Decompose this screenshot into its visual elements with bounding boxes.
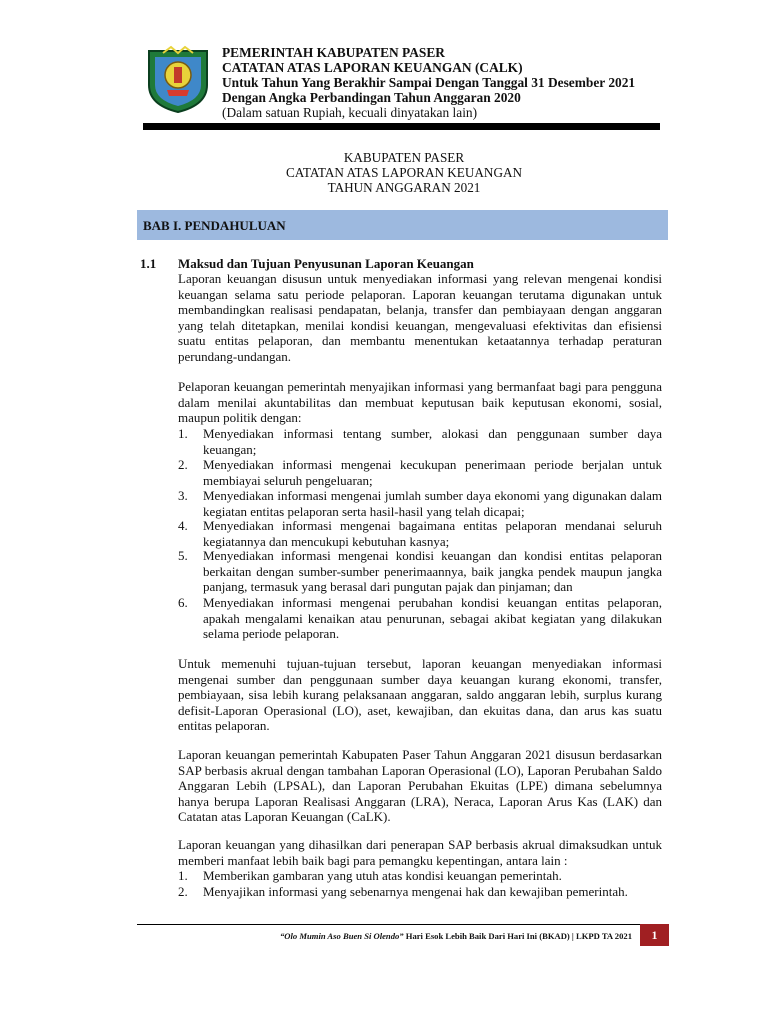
list-item-number: 5.	[178, 548, 188, 563]
header-currency-note: (Dalam satuan Rupiah, kecuali dinyatakan lain)	[222, 105, 478, 120]
title-line-1: KABUPATEN PASER	[343, 150, 465, 165]
footer-caption: Hari Esok Lebih Baik Dari Hari Ini (BKAD) | LKPD TA 2021	[403, 931, 632, 941]
footer-divider	[137, 924, 646, 925]
paragraph-3: Untuk memenuhi tujuan-tujuan tersebut, laporan keuangan menyediakan informasi mengenai sumber dan penggunaan sumber daya keuangan kurang ekonomi, transfer, pembiayaan, sisa lebih kurang pelaksanaan anggaran, saldo anggaran lebih, surplus kurang defisit-Laporan Operasional (LO), aset, kewajiban, dan ekuitas dana, dan arus kas suatu entitas pelaporan.	[178, 656, 662, 733]
list-item: Menyediakan informasi mengenai perubahan kondisi keuangan entitas pelaporan, apakah mengalami kenaikan atau penurunan, sebagai akibat kegiatan yang dilakukan selama periode pelaporan.	[203, 595, 662, 641]
list-item: Menyediakan informasi mengenai kondisi keuangan dan kondisi entitas pelaporan berkaitan dengan sumber-sumber penerimaannya, baik jangka pendek maupun jangka panjang, termasuk yang berasal dari pungutan pajak dan pinjaman; dan	[203, 548, 662, 594]
chapter-heading: BAB I. PENDAHULUAN	[143, 218, 286, 233]
page-number: 1	[640, 924, 669, 946]
title-line-3: TAHUN ANGGARAN 2021	[327, 180, 481, 195]
paragraph-5: Laporan keuangan yang dihasilkan dari penerapan SAP berbasis akrual dimaksudkan untuk memberi manfaat lebih baik bagi para pemangku kepentingan, antara lain :	[178, 837, 662, 868]
list-item-number: 6.	[178, 595, 188, 610]
list-item-number: 2.	[178, 884, 188, 899]
list-item: Menyediakan informasi mengenai bagaimana entitas pelaporan mendanai seluruh kegiatannya dan mencukupi kebutuhan kasnya;	[203, 518, 662, 549]
header-document-name: CATATAN ATAS LAPORAN KEUANGAN (CALK)	[222, 60, 523, 75]
chapter-heading-bar	[137, 210, 668, 240]
section-title: Maksud dan Tujuan Penyusunan Laporan Keuangan	[178, 256, 474, 271]
header-period: Untuk Tahun Yang Berakhir Sampai Dengan Tanggal 31 Desember 2021	[222, 75, 636, 90]
list-item: Menyajikan informasi yang sebenarnya mengenai hak dan kewajiban pemerintah.	[203, 884, 628, 899]
list-item: Menyediakan informasi mengenai jumlah sumber daya ekonomi yang digunakan dalam kegiatan entitas pelaporan serta hasil-hasil yang telah dicapai;	[203, 488, 662, 519]
paragraph-2: Pelaporan keuangan pemerintah menyajikan informasi yang bermanfaat bagi para pengguna dalam menilai akuntabilitas dan membuat keputusan baik keputusan ekonomi, sosial, maupun politik dengan:	[178, 379, 662, 425]
paragraph-4: Laporan keuangan pemerintah Kabupaten Paser Tahun Anggaran 2021 disusun berdasarkan SAP berbasis akrual dengan tambahan Laporan Operasional (LO), Laporan Perubahan Saldo Anggaran Lebih (LPSAL), dan Laporan Perubahan Ekuitas (LPE) dimana sebelumnya hanya berupa Laporan Realisasi Anggaran (LRA), Neraca, Laporan Arus Kas (LAK) dan Catatan atas Laporan Keuangan (CaLK).	[178, 747, 662, 824]
footer-text	[200, 931, 632, 941]
list-item-number: 1.	[178, 868, 188, 883]
paragraph-1: Laporan keuangan disusun untuk menyediakan informasi yang relevan mengenai kondisi keuangan selama satu periode pelaporan. Laporan keuangan terutama digunakan untuk membandingkan realisasi pendapatan, belanja, transfer dan pembiayaan dengan anggaran yang telah ditetapkan, menilai kondisi keuangan, mengevaluasi efektivitas dan efisiensi suatu entitas pelaporan, dan membantu menentukan ketaatannya terhadap peraturan perundang-undangan.	[178, 271, 662, 364]
title-line-2: CATATAN ATAS LAPORAN KEUANGAN	[285, 165, 523, 180]
list-item: Menyediakan informasi mengenai kecukupan penerimaan periode berjalan untuk membiayai seluruh pengeluaran;	[203, 457, 662, 488]
list-item: Menyediakan informasi tentang sumber, alokasi dan penggunaan sumber daya keuangan;	[203, 426, 662, 457]
footer-motto: “Olo Mumin Aso Buen Si Olendo”	[280, 931, 404, 941]
header-comparison: Dengan Angka Perbandingan Tahun Anggaran 2020	[222, 90, 521, 105]
header-government-name: PEMERINTAH KABUPATEN PASER	[222, 45, 445, 60]
list-item-number: 2.	[178, 457, 188, 472]
section-number: 1.1	[140, 256, 157, 271]
list-item-number: 3.	[178, 488, 188, 503]
list-item-number: 1.	[178, 426, 188, 441]
header-divider	[143, 123, 660, 130]
kabupaten-paser-emblem-icon	[143, 45, 213, 115]
list-item-number: 4.	[178, 518, 188, 533]
list-item: Memberikan gambaran yang utuh atas kondisi keuangan pemerintah.	[203, 868, 562, 883]
